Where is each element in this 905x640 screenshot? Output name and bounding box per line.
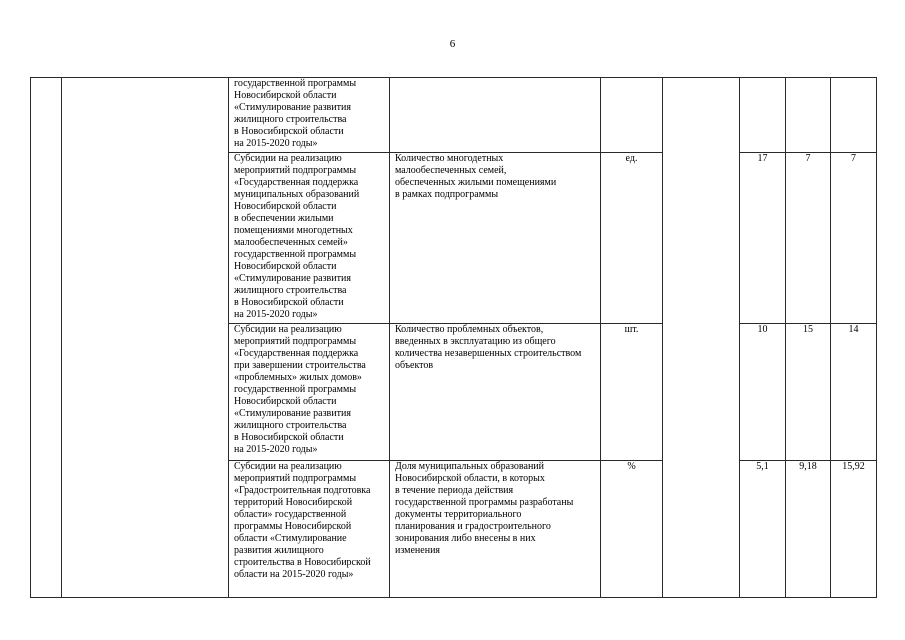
indicator-cell: Количество проблемных объектов, введенных в эксплуатацию из общего количества незавершенных строительством объектов [390,324,601,461]
unit-cell [601,78,663,153]
value-cell [740,78,786,153]
value-cell: 14 [831,324,877,461]
page-number: 6 [449,38,456,50]
indicators-table [30,77,877,598]
unit-cell: шт. [601,324,663,461]
value-cell: 9,18 [786,461,831,598]
indicator-cell: Количество многодетных малообеспеченных семей, обеспеченных жилыми помещениями в рамках подпрограммы [390,153,601,324]
value-cell: 15,92 [831,461,877,598]
subsidy-cell: Субсидии на реализацию мероприятий подпрограммы «Государственная поддержка муниципальных образований Новосибирской области в обеспечении жилыми помещениями многодетных малообеспеченных семей» государственной программы Новосибирской области «Стимулирование развития жилищного строительства в Новосибирской области на 2015-2020 годы» [229,153,390,324]
value-cell [786,78,831,153]
unit-cell: ед. [601,153,663,324]
indicator-cell: Доля муниципальных образований Новосибирской области, в которых в течение периода действия государственной программы разработаны документы территориального планирования и градостроительного зонирования либо внесены в них изменения [390,461,601,598]
value-cell: 10 [740,324,786,461]
value-cell: 7 [786,153,831,324]
value-cell: 17 [740,153,786,324]
subsidy-cell: Субсидии на реализацию мероприятий подпрограммы «Градостроительная подготовка территорий Новосибирской области» государственной программы Новосибирской области «Стимулирование развития жилищного строительства в Новосибирской области на 2015-2020 годы» [229,461,390,598]
table-row [31,78,877,153]
value-cell [831,78,877,153]
name-column-cell [62,78,229,598]
base-value-column-cell [663,78,740,598]
unit-cell: % [601,461,663,598]
subsidy-cell: государственной программы Новосибирской области «Стимулирование развития жилищного строительства в Новосибирской области на 2015-2020 годы» [229,78,390,153]
number-column-cell [31,78,62,598]
value-cell: 7 [831,153,877,324]
subsidy-cell: Субсидии на реализацию мероприятий подпрограммы «Государственная поддержка при завершении строительства «проблемных» жилых домов» государственной программы Новосибирской области «Стимулирование развития жилищного строительства в Новосибирской области на 2015-2020 годы» [229,324,390,461]
indicator-cell [390,78,601,153]
value-cell: 15 [786,324,831,461]
value-cell: 5,1 [740,461,786,598]
